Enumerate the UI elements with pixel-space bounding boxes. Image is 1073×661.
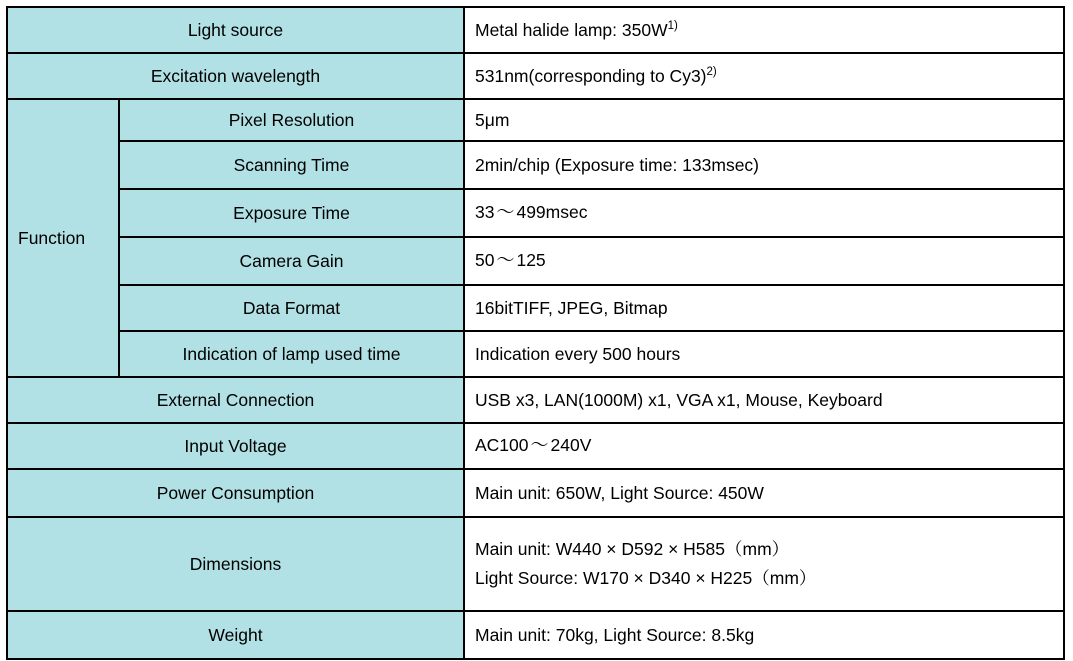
row-label-excitation-wavelength: Excitation wavelength [7, 53, 464, 99]
row-value-weight: Main unit: 70kg, Light Source: 8.5kg [464, 611, 1064, 659]
dimensions-light-source: Light Source: W170 × D340 × H225（mm） [475, 568, 817, 588]
row-label-dimensions: Dimensions [7, 517, 464, 611]
table-row [7, 285, 1064, 331]
row-value-light-source [464, 7, 1064, 53]
row-label-scanning-time: Scanning Time [119, 141, 464, 189]
row-label-data-format: Data Format [119, 285, 464, 331]
row-value-dimensions [464, 517, 1064, 611]
table-row [7, 141, 1064, 189]
row-value-pixel-resolution: 5μm [464, 99, 1064, 141]
row-value-camera-gain [464, 237, 1064, 285]
table-row [7, 469, 1064, 517]
row-value-external-connection: USB x3, LAN(1000M) x1, VGA x1, Mouse, Keyboard [464, 377, 1064, 423]
value-post: 240V [550, 435, 592, 456]
table-row [7, 7, 1064, 53]
row-label-exposure-time: Exposure Time [119, 189, 464, 237]
row-label-camera-gain: Camera Gain [119, 237, 464, 285]
value-post: 125 [516, 250, 546, 271]
value-pre: 50 [475, 250, 495, 271]
footnote-marker: 1) [667, 19, 678, 32]
row-value-text: 531nm(corresponding to Cy3) [475, 65, 707, 86]
value-pre: 33 [475, 202, 495, 223]
value-post: 499msec [516, 202, 588, 223]
table-row [7, 517, 1064, 611]
tilde-glyph: ～ [530, 435, 549, 456]
table-row [7, 423, 1064, 469]
row-label-external-connection: External Connection [7, 377, 464, 423]
dimensions-main-unit: Main unit: W440 × D592 × H585（mm） [475, 539, 790, 559]
table-row [7, 99, 1064, 141]
table-row [7, 611, 1064, 659]
row-value-power-consumption: Main unit: 650W, Light Source: 450W [464, 469, 1064, 517]
row-label-power-consumption: Power Consumption [7, 469, 464, 517]
row-value-excitation-wavelength [464, 53, 1064, 99]
tilde-glyph: ～ [496, 202, 515, 223]
table-row [7, 377, 1064, 423]
row-label-light-source: Light source [7, 7, 464, 53]
specification-table [6, 6, 1065, 660]
table-row [7, 237, 1064, 285]
footnote-marker: 2) [706, 65, 717, 78]
table-row [7, 331, 1064, 377]
row-value-text: Metal halide lamp: 350W [475, 19, 668, 40]
row-label-input-voltage: Input Voltage [7, 423, 464, 469]
tilde-glyph: ～ [496, 250, 515, 271]
row-label-function: Function [7, 99, 119, 377]
value-pre: AC100 [475, 435, 529, 456]
row-label-lamp-used-time: Indication of lamp used time [119, 331, 464, 377]
row-value-scanning-time: 2min/chip (Exposure time: 133msec) [464, 141, 1064, 189]
row-value-input-voltage [464, 423, 1064, 469]
row-value-data-format: 16bitTIFF, JPEG, Bitmap [464, 285, 1064, 331]
table-row [7, 189, 1064, 237]
row-value-lamp-used-time: Indication every 500 hours [464, 331, 1064, 377]
table-row [7, 53, 1064, 99]
row-value-exposure-time [464, 189, 1064, 237]
row-label-pixel-resolution: Pixel Resolution [119, 99, 464, 141]
row-label-weight: Weight [7, 611, 464, 659]
